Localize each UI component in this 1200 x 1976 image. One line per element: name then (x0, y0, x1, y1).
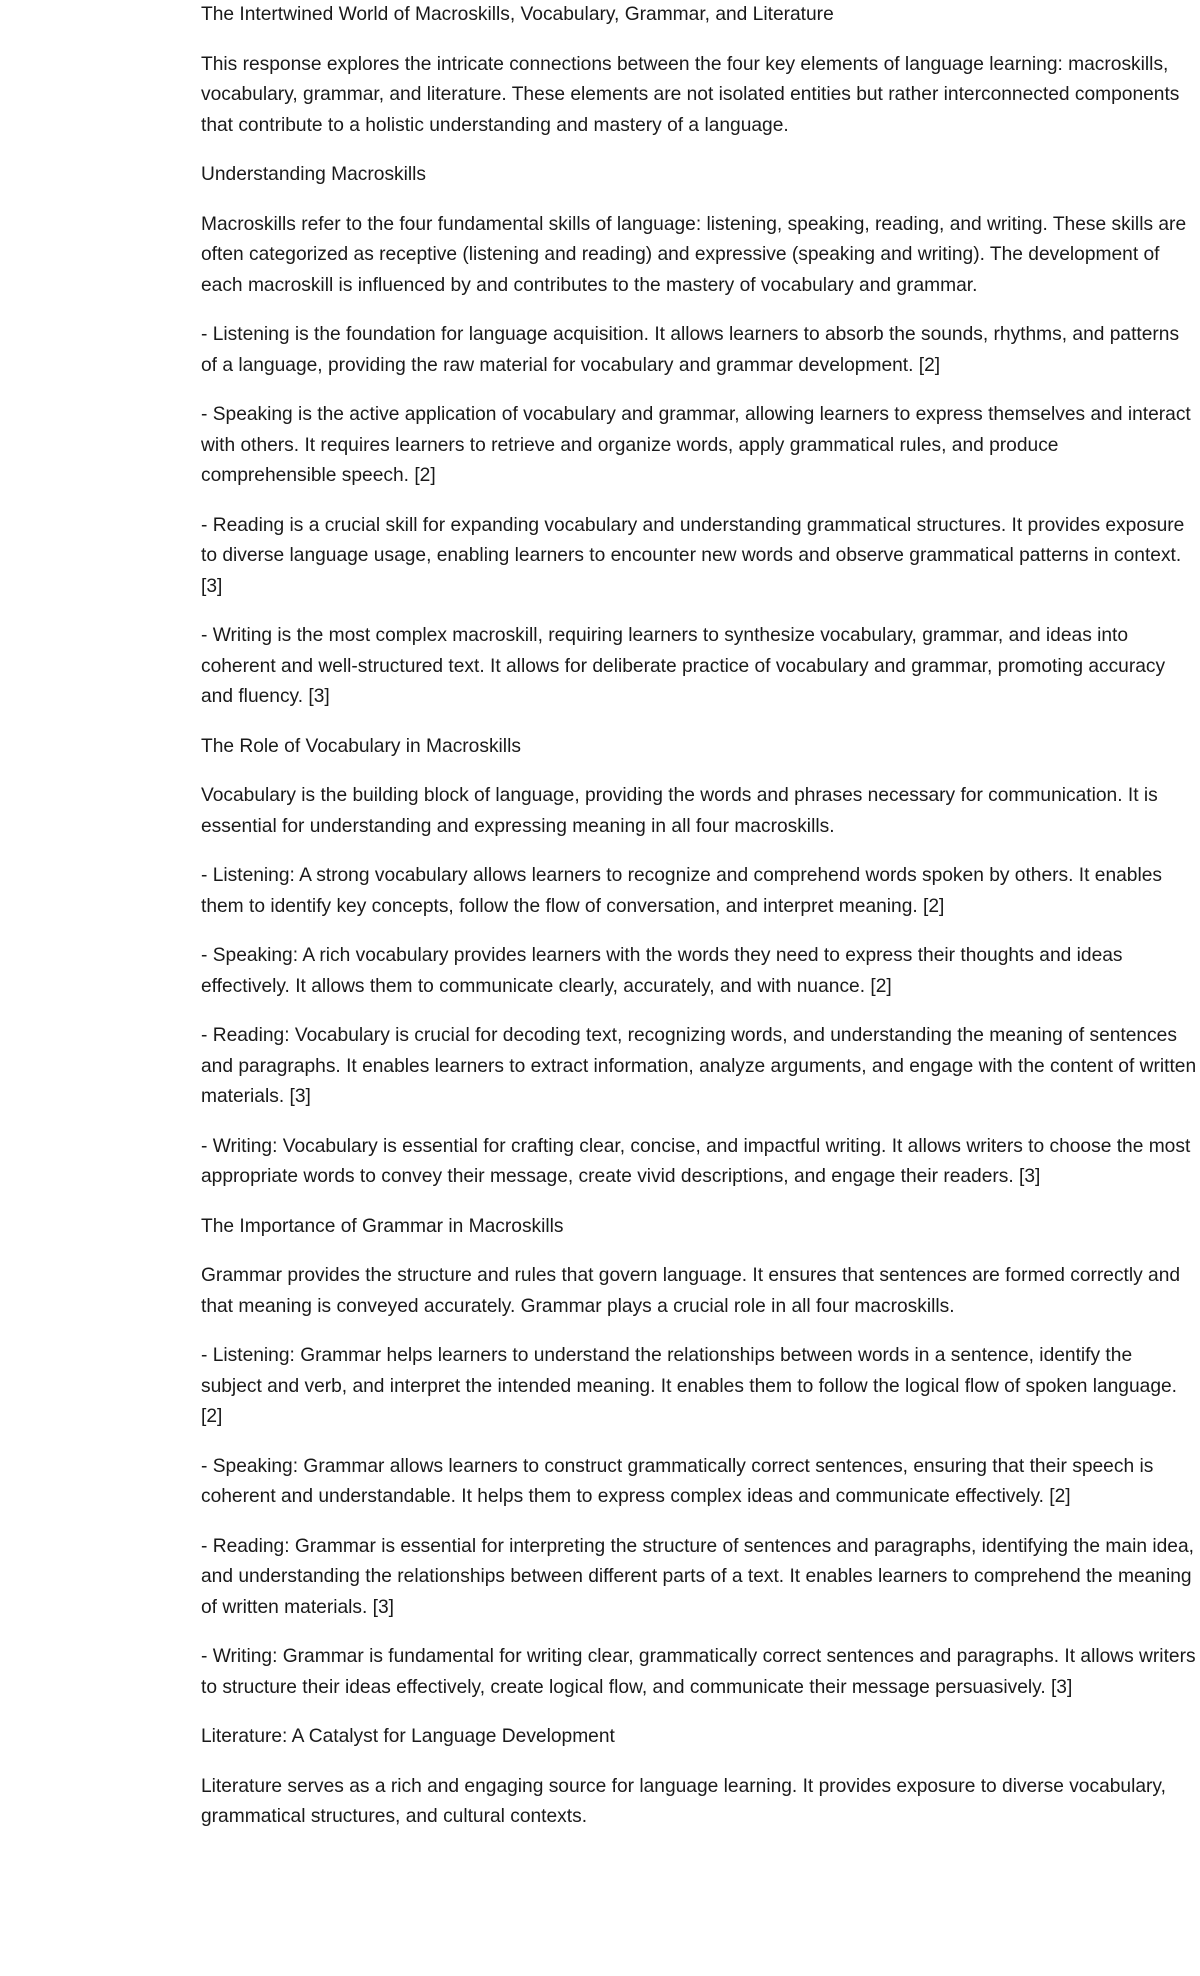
section-heading-grammar: The Importance of Grammar in Macroskills (201, 1215, 564, 1237)
grammar-bullet-reading: - Reading: Grammar is essential for interpreting the structure of sentences and paragraphs, identifying the main idea, and understanding the relationships between different parts of a text. It enables learners to comprehend the meaning of written materials. [3] (201, 1535, 1194, 1618)
section-heading-vocabulary: The Role of Vocabulary in Macroskills (201, 735, 521, 757)
vocab-bullet-speaking: - Speaking: A rich vocabulary provides learners with the words they need to express their thoughts and ideas effectively. It allows them to communicate clearly, accurately, and with nuance. [2] (201, 945, 1123, 997)
grammar-bullet-listening: - Listening: Grammar helps learners to understand the relationships between words in a sentence, identify the subject and verb, and interpret the intended meaning. It enables them to follow the logical flow of spoken language. [2] (201, 1345, 1177, 1427)
grammar-bullet-writing: - Writing: Grammar is fundamental for writing clear, grammatically correct sentences and paragraphs. It allows writers to structure their ideas effectively, create logical flow, and communicate their message persuasively. [3] (201, 1646, 1196, 1698)
document-body (201, 0, 1197, 1852)
grammar-paragraph: Grammar provides the structure and rules that govern language. It ensures that sentences are formed correctly and that meaning is conveyed accurately. Grammar plays a crucial role in all four macroskills. (201, 1265, 1181, 1317)
vocab-bullet-listening: - Listening: A strong vocabulary allows learners to recognize and comprehend words spoken by others. It enables them to identify key concepts, follow the flow of conversation, and interpret meaning. [2] (201, 865, 1162, 917)
section-heading-macroskills: Understanding Macroskills (201, 164, 427, 185)
vocab-bullet-reading: - Reading: Vocabulary is crucial for decoding text, recognizing words, and understanding the meaning of sentences and paragraphs. It enables learners to extract information, analyze arguments, and engage with the content of written materials. [3] (201, 1025, 1197, 1107)
bullet-writing: - Writing is the most complex macroskill, requiring learners to synthesize vocabulary, grammar, and ideas into coherent and well-structured text. It allows for deliberate practice of vocabulary and grammar, promoting accuracy and fluency. [3] (201, 625, 1166, 707)
vocab-bullet-writing: - Writing: Vocabulary is essential for crafting clear, concise, and impactful writing. It allows writers to choose the most appropriate words to convey their message, create vivid descriptions, and engage their readers. [3] (201, 1135, 1191, 1187)
intro-paragraph: This response explores the intricate connections between the four key elements of language learning: macroskills, vocabulary, grammar, and literature. These elements are not isolated entities but rather interconnected components that contribute to a holistic understanding and mastery of a language. (201, 53, 1180, 136)
grammar-bullet-speaking: - Speaking: Grammar allows learners to construct grammatically correct sentences, ensuring that their speech is coherent and understandable. It helps them to express complex ideas and communicate effectively. [2] (201, 1455, 1154, 1507)
vocabulary-paragraph: Vocabulary is the building block of language, providing the words and phrases necessary for communication. It is essential for understanding and expressing meaning in all four macroskills. (201, 785, 1158, 837)
bullet-listening: - Listening is the foundation for language acquisition. It allows learners to absorb the sounds, rhythms, and patterns of a language, providing the raw material for vocabulary and grammar development. [2] (201, 324, 1180, 376)
document-title: The Intertwined World of Macroskills, Vocabulary, Grammar, and Literature (201, 4, 834, 25)
macroskills-paragraph: Macroskills refer to the four fundamental skills of language: listening, speaking, reading, and writing. These skills are often categorized as receptive (listening and reading) and expressive (speaking and writing). The development of each macroskill is influenced by and contributes to the mastery of vocabulary and grammar. (201, 213, 1187, 296)
bullet-reading: - Reading is a crucial skill for expanding vocabulary and understanding grammatical structures. It provides exposure to diverse language usage, enabling learners to encounter new words and observe grammatical patterns in context. [3] (201, 514, 1185, 597)
literature-paragraph: Literature serves as a rich and engaging source for language learning. It provides exposure to diverse vocabulary, grammatical structures, and cultural contexts. (201, 1775, 1166, 1827)
bullet-speaking: - Speaking is the active application of vocabulary and grammar, allowing learners to express themselves and interact with others. It requires learners to retrieve and organize words, apply grammatical rules, and produce comprehensible speech. [2] (201, 404, 1191, 486)
section-heading-literature: Literature: A Catalyst for Language Development (201, 1726, 615, 1747)
